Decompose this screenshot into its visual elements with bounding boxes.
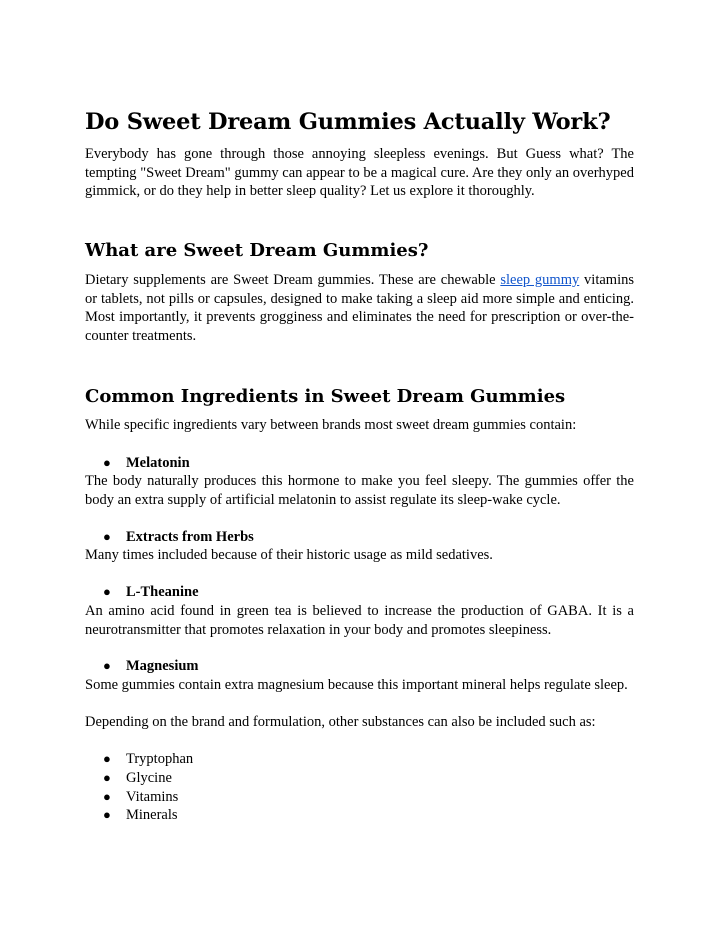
section-heading-ingredients: Common Ingredients in Sweet Dream Gummies: [85, 386, 566, 407]
ingredient-description-herbs: Many times included because of their historic usage as mild sedatives.: [85, 547, 493, 563]
list-item-label: Minerals: [126, 807, 178, 824]
ingredient-name: L-Theanine: [126, 584, 199, 600]
list-item: [85, 806, 634, 825]
ingredient-description-magnesium: Some gummies contain extra magnesium because this important mineral helps regulate sleep.: [85, 677, 628, 693]
other-substances-lead: Depending on the brand and formulation, other substances can also be included such as:: [85, 714, 596, 730]
bullet-icon: ●: [103, 807, 111, 823]
list-item: [85, 750, 634, 769]
list-item: [85, 788, 634, 807]
bullet-icon: ●: [103, 769, 111, 785]
ingredient-description-melatonin: The body naturally produces this hormone to make you feel sleepy. The gummies offer the body an extra supply of artificial melatonin to assist regulate its sleep-wake cycle.: [85, 473, 634, 508]
list-item-label: Glycine: [126, 769, 172, 786]
other-substances-list: [85, 750, 634, 825]
bullet-icon: ●: [103, 455, 111, 470]
bullet-icon: ●: [103, 584, 111, 599]
ingredient-name: Magnesium: [126, 658, 199, 674]
list-item-label: Vitamins: [126, 788, 179, 805]
bullet-icon: ●: [103, 529, 111, 544]
list-item-label: Tryptophan: [126, 751, 194, 767]
bullet-icon: ●: [103, 788, 111, 804]
bullet-icon: ●: [103, 751, 111, 766]
sleep-gummy-link[interactable]: sleep gummy: [500, 272, 580, 288]
section-heading-what-are: What are Sweet Dream Gummies?: [85, 240, 429, 261]
ingredients-lead: While specific ingredients vary between brands most sweet dream gummies contain:: [85, 417, 577, 433]
what-are-text-end: vitamins or tablets, not pills or capsules, designed to make taking a sleep aid more simple and enticing. Most importantly, it prevents grogginess and eliminates the need for prescription or over-the-counter treatments.: [85, 272, 634, 344]
page-title: Do Sweet Dream Gummies Actually Work?: [85, 109, 611, 135]
ingredient-name: Extracts from Herbs: [126, 529, 254, 545]
list-item: [85, 769, 634, 788]
intro-paragraph: Everybody has gone through those annoying sleepless evenings. But Guess what? The tempting "Sweet Dream" gummy can appear to be a magical cure. Are they only an overhyped gimmick, or do they help in better sleep quality? Let us explore it thoroughly.: [85, 146, 634, 200]
ingredient-description-l-theanine: An amino acid found in green tea is believed to increase the production of GABA. It is a neurotransmitter that promotes relaxation in your body and promotes sleepiness.: [85, 603, 634, 638]
what-are-paragraph: [85, 271, 634, 345]
what-are-text-start: Dietary supplements are Sweet Dream gummies. These are chewable: [85, 272, 501, 288]
ingredient-name: Melatonin: [126, 455, 190, 471]
bullet-icon: ●: [103, 658, 111, 673]
